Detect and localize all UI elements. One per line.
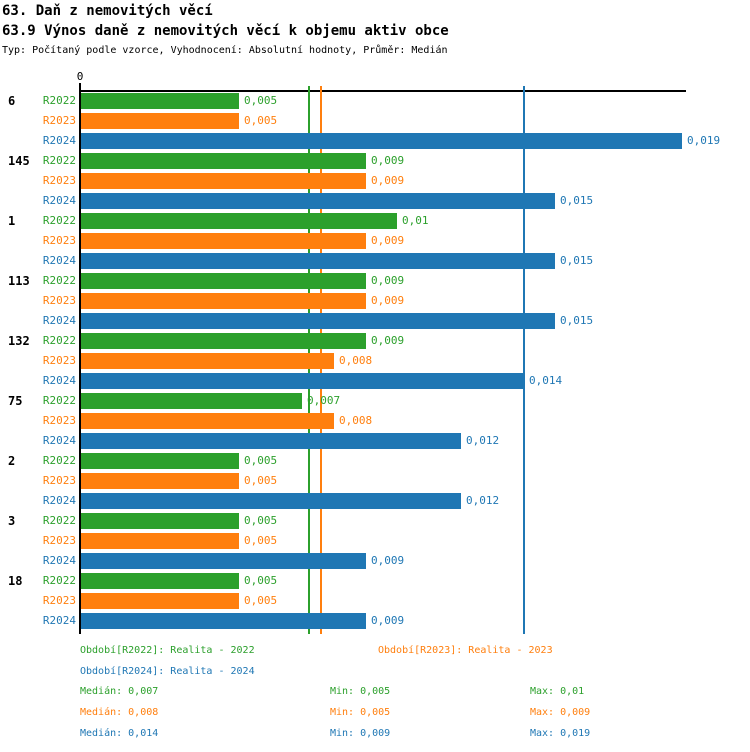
- bar-r2023-group-3: [81, 533, 239, 549]
- bar-value-label: 0,014: [529, 374, 563, 387]
- median-line-r2024: [523, 86, 525, 634]
- bar-r2024-group-6: [81, 133, 682, 149]
- bar-value-label: 0,005: [244, 514, 278, 527]
- bar-value-label: 0,005: [244, 94, 278, 107]
- bar-r2022-group-18: [81, 573, 239, 589]
- series-row-label: R2023: [42, 534, 76, 547]
- legend-period-r2022: Období[R2022]: Realita - 2022: [80, 645, 255, 656]
- series-row-label: R2024: [42, 554, 76, 567]
- bar-value-label: 0,015: [560, 314, 594, 327]
- bar-value-label: 0,009: [371, 234, 405, 247]
- bar-value-label: 0,009: [371, 174, 405, 187]
- bar-r2023-group-132: [81, 353, 334, 369]
- series-row-label: R2024: [42, 374, 76, 387]
- series-row-label: R2024: [42, 494, 76, 507]
- series-row-label: R2022: [42, 574, 76, 587]
- group-label: 6: [8, 94, 16, 108]
- group-label: 75: [8, 394, 23, 408]
- bar-r2023-group-2: [81, 473, 239, 489]
- bar-r2023-group-113: [81, 293, 366, 309]
- stat-min-r2022: Min: 0,005: [330, 686, 391, 697]
- chart-title: 63. Daň z nemovitých věcí: [2, 3, 213, 19]
- series-row-label: R2024: [42, 254, 76, 267]
- series-row-label: R2022: [42, 154, 76, 167]
- bar-value-label: 0,008: [339, 414, 373, 427]
- bar-value-label: 0,005: [244, 474, 278, 487]
- legend-period-r2023: Období[R2023]: Realita - 2023: [378, 645, 553, 656]
- series-row-label: R2022: [42, 94, 76, 107]
- bar-r2023-group-145: [81, 173, 366, 189]
- bar-value-label: 0,005: [244, 594, 278, 607]
- bar-r2022-group-3: [81, 513, 239, 529]
- group-label: 132: [8, 334, 30, 348]
- series-row-label: R2023: [42, 414, 76, 427]
- bar-r2023-group-18: [81, 593, 239, 609]
- series-row-label: R2022: [42, 214, 76, 227]
- stat-median-r2022: Medián: 0,007: [80, 686, 159, 697]
- stat-max-r2022: Max: 0,01: [530, 686, 585, 697]
- bar-r2024-group-3: [81, 553, 366, 569]
- bar-r2022-group-145: [81, 153, 366, 169]
- series-row-label: R2023: [42, 474, 76, 487]
- bar-r2023-group-1: [81, 233, 366, 249]
- series-row-label: R2023: [42, 594, 76, 607]
- bar-r2022-group-2: [81, 453, 239, 469]
- series-row-label: R2022: [42, 274, 76, 287]
- bar-value-label: 0,005: [244, 534, 278, 547]
- bar-value-label: 0,015: [560, 194, 594, 207]
- bar-r2022-group-75: [81, 393, 302, 409]
- bar-value-label: 0,009: [371, 154, 405, 167]
- bar-value-label: 0,009: [371, 334, 405, 347]
- series-row-label: R2024: [42, 314, 76, 327]
- stat-max-r2023: Max: 0,009: [530, 707, 591, 718]
- series-row-label: R2022: [42, 454, 76, 467]
- series-row-label: R2023: [42, 294, 76, 307]
- series-row-label: R2024: [42, 434, 76, 447]
- bar-r2022-group-132: [81, 333, 366, 349]
- series-row-label: R2023: [42, 114, 76, 127]
- bar-r2023-group-75: [81, 413, 334, 429]
- stat-median-r2023: Medián: 0,008: [80, 707, 159, 718]
- bar-r2024-group-2: [81, 493, 461, 509]
- bar-value-label: 0,009: [371, 554, 405, 567]
- bar-value-label: 0,005: [244, 574, 278, 587]
- x-axis-zero-tick-label: 0: [76, 70, 84, 83]
- series-row-label: R2022: [42, 334, 76, 347]
- bar-r2024-group-18: [81, 613, 366, 629]
- legend-period-r2024: Období[R2024]: Realita - 2024: [80, 666, 255, 677]
- group-label: 145: [8, 154, 30, 168]
- stat-max-r2024: Max: 0,019: [530, 728, 591, 739]
- x-axis-line: [79, 90, 686, 92]
- bar-value-label: 0,012: [466, 494, 500, 507]
- bar-value-label: 0,01: [402, 214, 429, 227]
- bar-r2022-group-113: [81, 273, 366, 289]
- bar-value-label: 0,005: [244, 454, 278, 467]
- group-label: 1: [8, 214, 16, 228]
- bar-value-label: 0,009: [371, 614, 405, 627]
- bar-r2023-group-6: [81, 113, 239, 129]
- stat-median-r2024: Medián: 0,014: [80, 728, 159, 739]
- series-row-label: R2023: [42, 174, 76, 187]
- bar-value-label: 0,012: [466, 434, 500, 447]
- bar-value-label: 0,007: [307, 394, 341, 407]
- bar-value-label: 0,005: [244, 114, 278, 127]
- group-label: 18: [8, 574, 23, 588]
- chart-meta-line: Typ: Počítaný podle vzorce, Vyhodnocení: Absolutní hodnoty, Průměr: Medián: [2, 45, 448, 56]
- stat-min-r2024: Min: 0,009: [330, 728, 391, 739]
- bar-value-label: 0,009: [371, 274, 405, 287]
- bar-r2024-group-1: [81, 253, 555, 269]
- bar-r2024-group-113: [81, 313, 555, 329]
- bar-value-label: 0,008: [339, 354, 373, 367]
- series-row-label: R2024: [42, 614, 76, 627]
- group-label: 113: [8, 274, 30, 288]
- group-label: 2: [8, 454, 16, 468]
- series-row-label: R2022: [42, 394, 76, 407]
- bar-r2022-group-6: [81, 93, 239, 109]
- series-row-label: R2024: [42, 194, 76, 207]
- bar-value-label: 0,019: [687, 134, 721, 147]
- chart-subtitle: 63.9 Výnos daně z nemovitých věcí k objemu aktiv obce: [2, 23, 449, 39]
- series-row-label: R2023: [42, 234, 76, 247]
- stat-min-r2023: Min: 0,005: [330, 707, 391, 718]
- bar-r2024-group-75: [81, 433, 461, 449]
- bar-value-label: 0,015: [560, 254, 594, 267]
- series-row-label: R2024: [42, 134, 76, 147]
- bar-value-label: 0,009: [371, 294, 405, 307]
- bar-r2022-group-1: [81, 213, 397, 229]
- bar-r2024-group-132: [81, 373, 524, 389]
- series-row-label: R2023: [42, 354, 76, 367]
- group-label: 3: [8, 514, 16, 528]
- series-row-label: R2022: [42, 514, 76, 527]
- bar-r2024-group-145: [81, 193, 555, 209]
